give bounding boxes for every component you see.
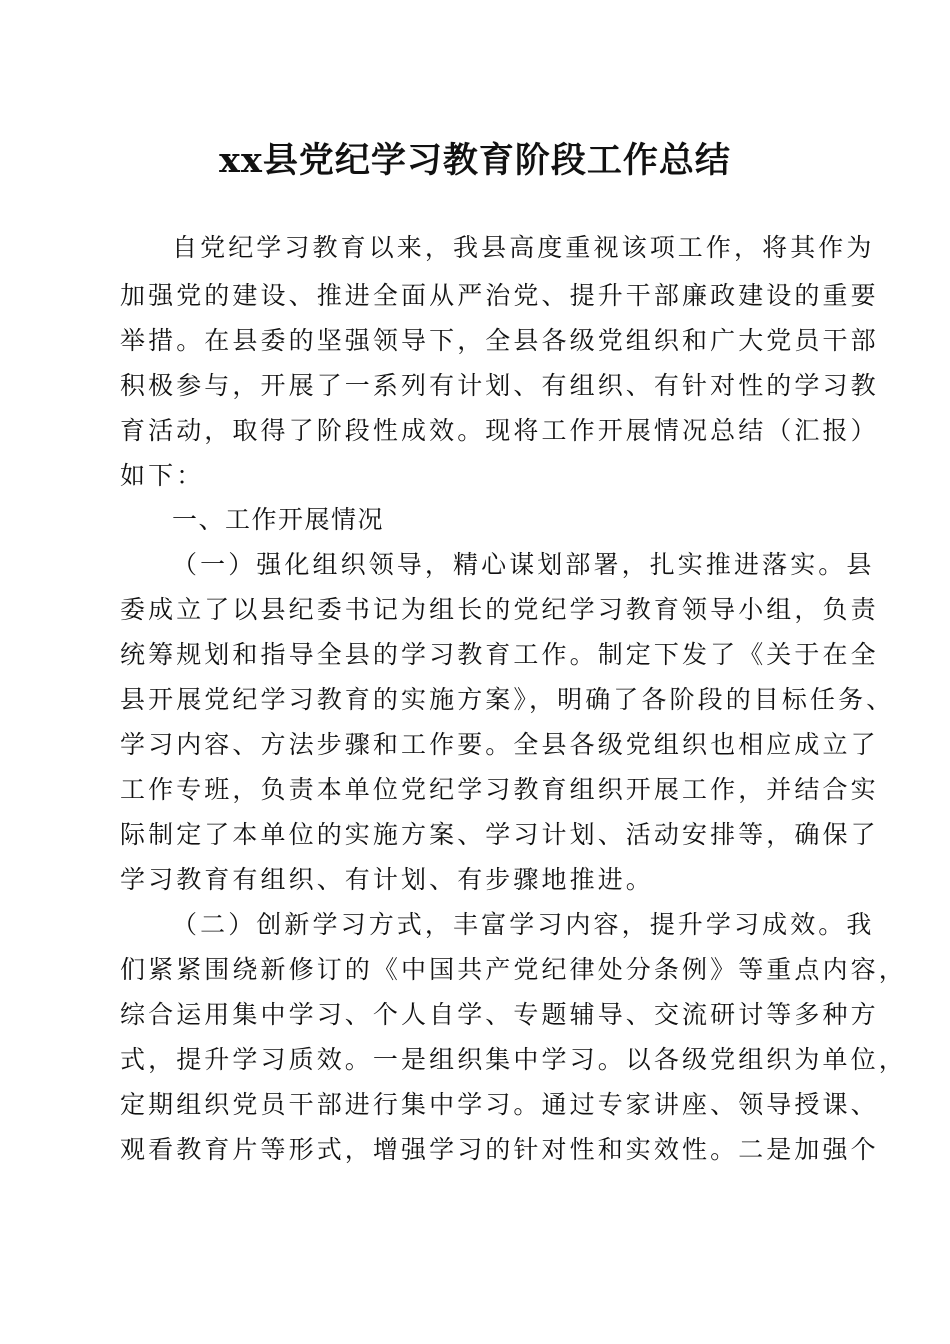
paragraph-line: 式，提升学习质效。一是组织集中学习。以各级党组织为单位，: [120, 1045, 907, 1074]
paragraph-line: 统筹规划和指导全县的学习教育工作。制定下发了《关于在全: [120, 640, 879, 669]
paragraph-line: （二）创新学习方式，丰富学习内容，提升学习成效。我: [172, 910, 875, 939]
paragraph-line: 学习内容、方法步骤和工作要。全县各级党组织也相应成立了: [120, 730, 879, 759]
paragraph-line: 委成立了以县纪委书记为组长的党纪学习教育领导小组，负责: [120, 595, 879, 624]
paragraph-line: 际制定了本单位的实施方案、学习计划、活动安排等，确保了: [120, 820, 879, 849]
paragraph-line: 学习教育有组织、有计划、有步骤地推进。: [120, 865, 654, 894]
paragraph-line: 积极参与，开展了一系列有计划、有组织、有针对性的学习教: [120, 371, 879, 400]
paragraph-line: 育活动，取得了阶段性成效。现将工作开展情况总结（汇报）: [120, 416, 879, 445]
paragraph-line: 县开展党纪学习教育的实施方案》，明确了各阶段的目标任务、: [120, 685, 895, 714]
paragraph-line: 如下：: [120, 461, 205, 490]
paragraph-line: 工作专班，负责本单位党纪学习教育组织开展工作，并结合实: [120, 775, 879, 804]
paragraph-line: 自党纪学习教育以来，我县高度重视该项工作，将其作为: [172, 233, 875, 262]
paragraph-line: 定期组织党员干部进行集中学习。通过专家讲座、领导授课、: [120, 1090, 879, 1119]
paragraph-line: （一）强化组织领导，精心谋划部署，扎实推进落实。县: [172, 550, 875, 579]
paragraph-line: 综合运用集中学习、个人自学、专题辅导、交流研讨等多种方: [120, 1000, 879, 1029]
paragraph-line: 们紧紧围绕新修订的《中国共产党纪律处分条例》等重点内容，: [120, 955, 907, 984]
paragraph-line: 观看教育片等形式，增强学习的针对性和实效性。二是加强个: [120, 1135, 879, 1164]
paragraph-line: 举措。在县委的坚强领导下，全县各级党组织和广大党员干部: [120, 326, 879, 355]
document-title: xx县党纪学习教育阶段工作总结: [219, 140, 731, 181]
paragraph-line: 加强党的建设、推进全面从严治党、提升干部廉政建设的重要: [120, 281, 879, 310]
section-heading: 一、工作开展情况: [172, 505, 385, 534]
